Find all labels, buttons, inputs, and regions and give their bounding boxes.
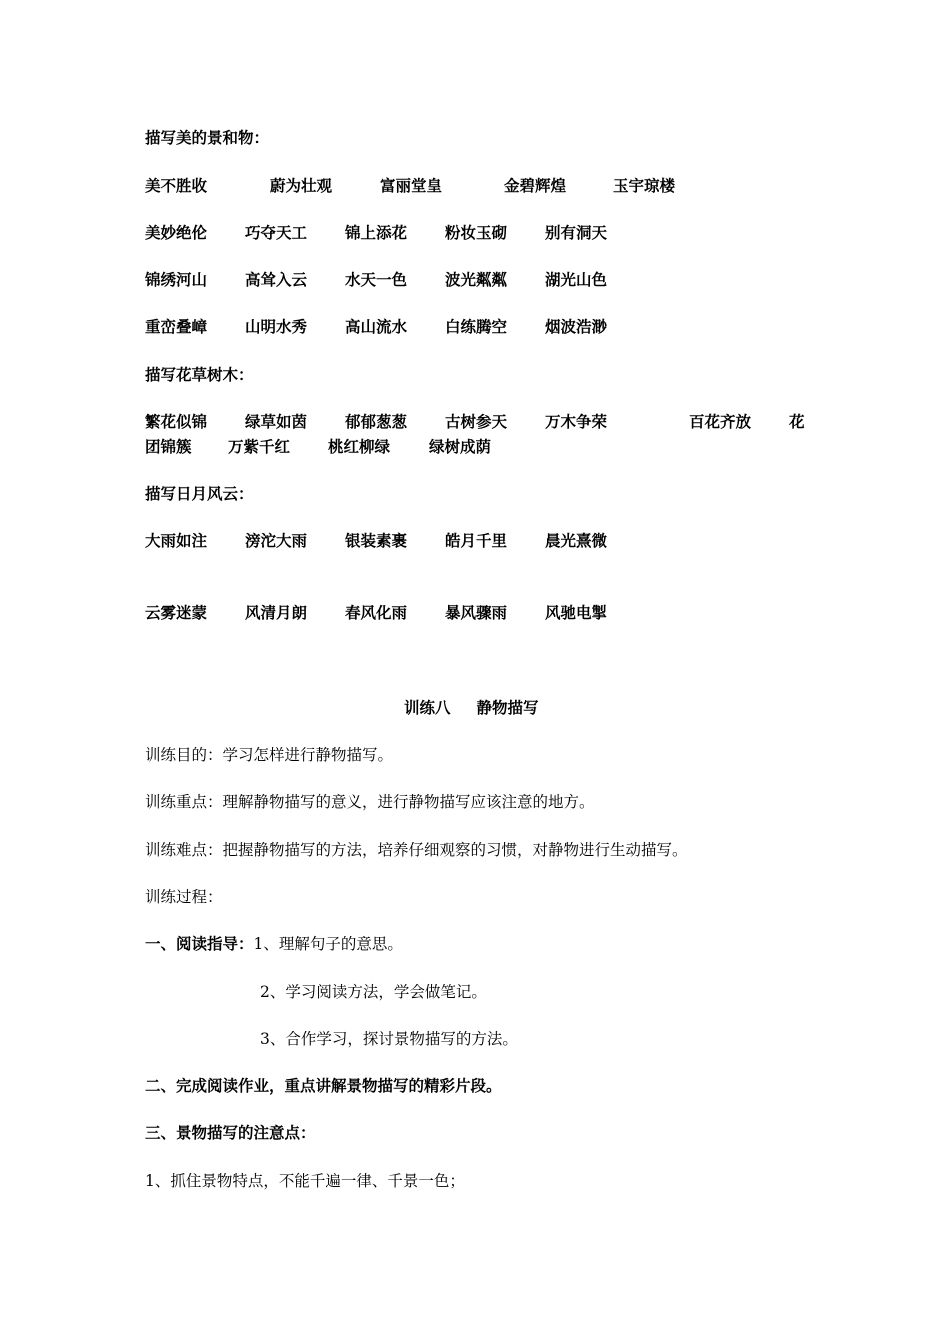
weather-heading: 描写日月风云： (145, 485, 254, 503)
step-1-label: 一、阅读指导： (145, 935, 254, 953)
idiom: 高耸入云 (245, 271, 308, 289)
idiom: 皓月千里 (445, 532, 508, 550)
scenery-heading: 描写美的景和物： (145, 129, 270, 147)
step-1-item: 2、学习阅读方法，学会做笔记。 (260, 983, 487, 1001)
idiom: 烟波浩渺 (545, 318, 608, 336)
idiom: 暴风骤雨 (445, 604, 508, 622)
idiom: 万木争荣 (545, 413, 608, 431)
idiom: 波光粼粼 (445, 271, 508, 289)
idiom: 富丽堂皇 (380, 177, 443, 195)
idiom: 山明水秀 (245, 318, 308, 336)
idiom: 美妙绝伦 (145, 224, 208, 242)
idiom: 绿树成荫 (429, 438, 492, 456)
idiom: 滂沱大雨 (245, 532, 308, 550)
idiom: 桃红柳绿 (328, 438, 391, 456)
idiom: 蔚为壮观 (270, 177, 333, 195)
idiom: 水天一色 (345, 271, 408, 289)
step-1-item: 3、合作学习，探讨景物描写的方法。 (260, 1030, 518, 1048)
idiom: 繁花似锦 (145, 413, 208, 431)
idiom: 风清月朗 (245, 604, 308, 622)
idiom: 大雨如注 (145, 532, 208, 550)
idiom: 粉妆玉砌 (445, 224, 508, 242)
idiom: 玉宇琼楼 (613, 177, 676, 195)
idiom: 银装素裹 (345, 532, 408, 550)
idiom-fragment: 团锦簇 (145, 438, 192, 456)
training-process: 训练过程： (145, 888, 223, 906)
step-2: 二、完成阅读作业，重点讲解景物描写的精彩片段。 (145, 1077, 502, 1095)
idiom: 晨光熹微 (545, 532, 608, 550)
step-1-item: 1、理解句子的意思。 (253, 935, 403, 953)
idiom-fragment: 花 (789, 413, 805, 431)
idiom: 万紫千红 (228, 438, 291, 456)
training-focus: 训练重点：理解静物描写的意义，进行静物描写应该注意的地方。 (145, 793, 595, 811)
idiom: 金碧辉煌 (504, 177, 567, 195)
idiom: 古树参天 (445, 413, 508, 431)
idiom: 别有洞天 (545, 224, 608, 242)
idiom: 美不胜收 (145, 177, 208, 195)
idiom: 郁郁葱葱 (345, 413, 408, 431)
idiom: 云雾迷蒙 (145, 604, 208, 622)
training-title (404, 698, 539, 718)
idiom: 风驰电掣 (545, 604, 608, 622)
training-title-number: 训练八 (404, 699, 451, 717)
training-title-topic: 静物描写 (476, 699, 539, 717)
step-1 (145, 934, 403, 954)
idiom: 锦绣河山 (145, 271, 208, 289)
idiom: 锦上添花 (345, 224, 408, 242)
idiom: 春风化雨 (345, 604, 408, 622)
training-difficulty: 训练难点：把握静物描写的方法，培养仔细观察的习惯，对静物进行生动描写。 (145, 841, 688, 859)
idiom: 绿草如茵 (245, 413, 308, 431)
point-1: 1、抓住景物特点，不能千遍一律、千景一色； (145, 1172, 465, 1190)
idiom: 巧夺天工 (245, 224, 308, 242)
idiom: 湖光山色 (545, 271, 608, 289)
idiom: 高山流水 (345, 318, 408, 336)
training-goal: 训练目的：学习怎样进行静物描写。 (145, 746, 394, 764)
plants-heading: 描写花草树木： (145, 366, 254, 384)
idiom: 百花齐放 (689, 413, 752, 431)
idiom: 白练腾空 (445, 318, 508, 336)
idiom: 重峦叠嶂 (145, 318, 208, 336)
step-3: 三、景物描写的注意点： (145, 1124, 316, 1142)
